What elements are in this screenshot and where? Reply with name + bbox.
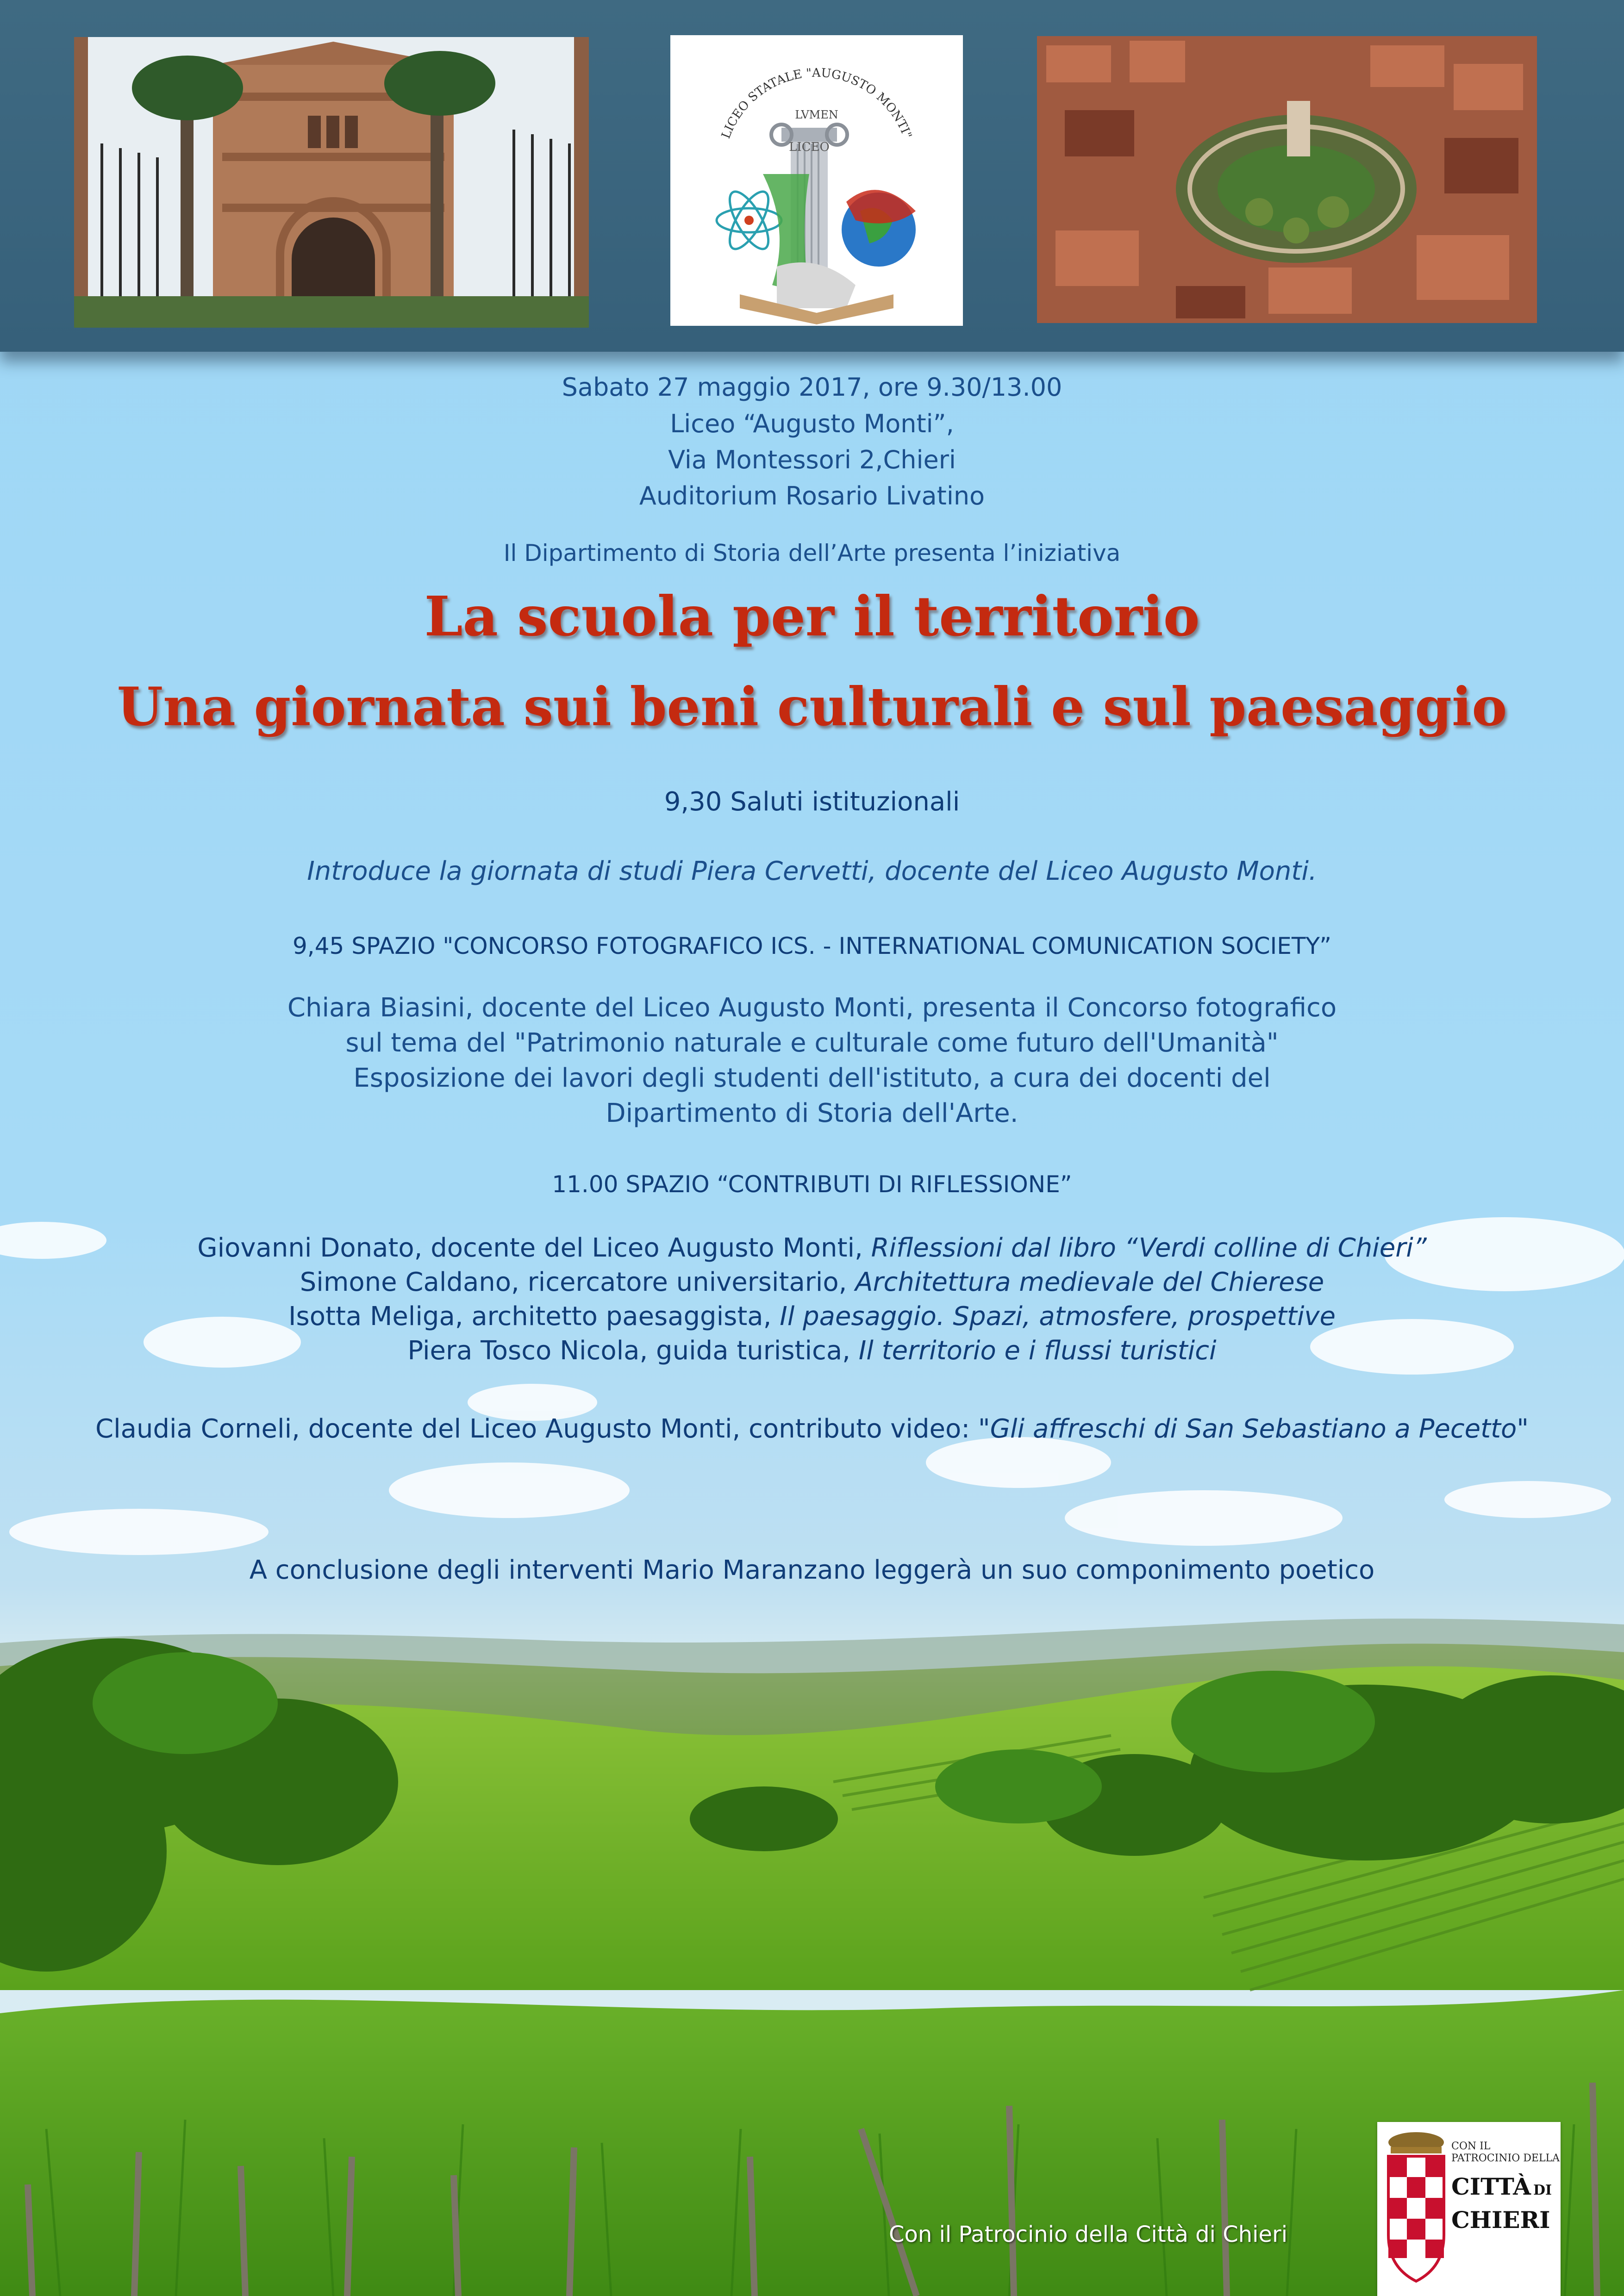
badge-city-word: CITTÀ (1451, 2173, 1531, 2200)
main-title: La scuola per il territorio (424, 584, 1200, 648)
church-photo (74, 37, 589, 328)
speaker-item (0, 1300, 1624, 1334)
event-address: Via Montessori 2,Chieri (668, 445, 956, 474)
badge-city-word: CHIERI (1451, 2206, 1550, 2234)
speaker-talk: Architettura medievale del Chierese (855, 1267, 1324, 1297)
badge-city-name (1451, 2173, 1552, 2234)
patronage-text: Con il Patrocinio della Città di Chieri (889, 2221, 1288, 2247)
video-speaker: Claudia Corneli, docente del Liceo Augusto Monti, contributo video: (95, 1414, 978, 1444)
contest-line: sul tema del "Patrimonio naturale e culturale come futuro dell'Umanità" (345, 1028, 1279, 1058)
logo-arc-text: LICEO STATALE "AUGUSTO MONTI" (719, 66, 914, 141)
badge-caption-line: CON IL (1451, 2140, 1491, 2152)
speaker-talk: Riflessioni dal libro “Verdi colline di Chieri” (871, 1233, 1427, 1263)
section-photo-contest-title: 9,45 SPAZIO "CONCORSO FOTOGRAFICO ICS. - INTERNATIONAL COMUNICATION SOCIETY” (292, 933, 1332, 959)
photo-contest-description (0, 990, 1624, 1131)
badge-caption (1451, 2140, 1560, 2165)
department-intro: Il Dipartimento di Storia dell’Arte presenta l’iniziativa (503, 540, 1121, 566)
aerial-town-photo (1037, 36, 1537, 323)
section-reflections-title: 11.00 SPAZIO “CONTRIBUTI DI RIFLESSIONE” (552, 1171, 1072, 1198)
badge-caption-line: PATROCINIO DELLA (1451, 2153, 1560, 2164)
contest-line: Esposizione dei lavori degli studenti dell'istituto, a cura dei docenti del (353, 1063, 1271, 1093)
speaker-item (0, 1265, 1624, 1300)
school-logo (670, 35, 963, 326)
program-greetings: 9,30 Saluti istituzionali (664, 787, 960, 817)
logo-book-text: LVMEN (795, 108, 838, 121)
speaker-name: Giovanni Donato, docente del Liceo Augusto Monti, (197, 1233, 871, 1263)
event-venue: Liceo “Augusto Monti”, (670, 409, 954, 438)
video-contribution (0, 1414, 1624, 1444)
speaker-name: Simone Caldano, ricercatore universitario, (300, 1267, 856, 1297)
speaker-item (0, 1334, 1624, 1368)
speaker-name: Isotta Meliga, architetto paesaggista, (288, 1301, 780, 1332)
chieri-crest-icon (1384, 2128, 1449, 2290)
speaker-item (0, 1231, 1624, 1265)
contest-line: Chiara Biasini, docente del Liceo Augusto Monti, presenta il Concorso fotografico (287, 993, 1337, 1023)
contest-line: Dipartimento di Storia dell'Arte. (606, 1098, 1018, 1128)
program-intro: Introduce la giornata di studi Piera Cervetti, docente del Liceo Augusto Monti. (307, 856, 1317, 886)
speaker-talk: Il paesaggio. Spazi, atmosfere, prospettive (780, 1301, 1336, 1332)
speaker-talk: Il territorio e i flussi turistici (858, 1336, 1217, 1366)
video-title: "Gli affreschi di San Sebastiano a Pecetto" (978, 1414, 1529, 1444)
speaker-name: Piera Tosco Nicola, guida turistica, (407, 1336, 859, 1366)
logo-emblem-text: LICEO (789, 140, 830, 154)
speakers-list (0, 1231, 1624, 1368)
badge-city-di: DI (1533, 2182, 1552, 2198)
conclusion-poem: A conclusione degli interventi Mario Maranzano leggerà un suo componimento poetico (249, 1555, 1375, 1585)
event-date: Sabato 27 maggio 2017, ore 9.30/13.00 (562, 373, 1062, 402)
city-patronage-badge (1377, 2122, 1561, 2296)
main-subtitle: Una giornata sui beni culturali e sul paesaggio (117, 676, 1507, 738)
event-room: Auditorium Rosario Livatino (639, 481, 985, 510)
